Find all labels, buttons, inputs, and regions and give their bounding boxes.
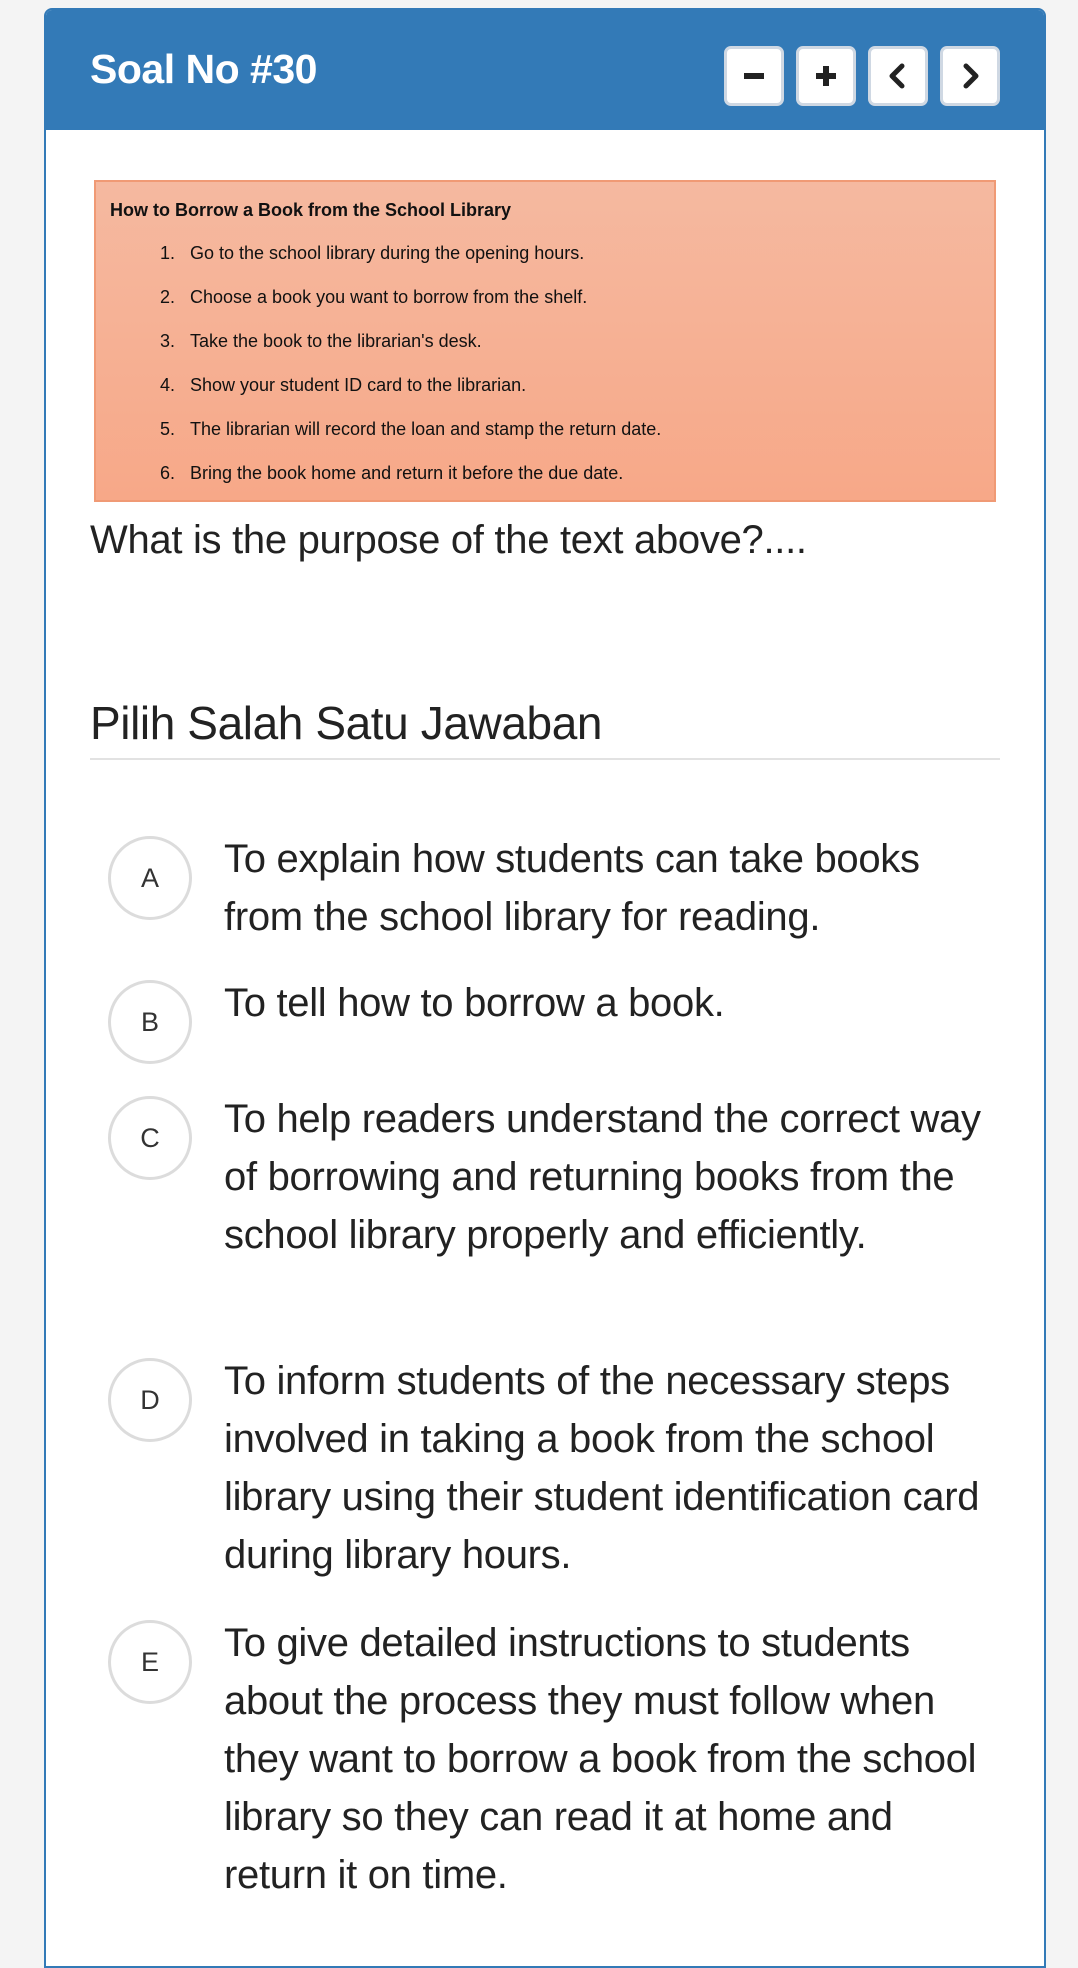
- question-panel: [44, 8, 1046, 1968]
- step-item: 2. Choose a book you want to borrow from the shelf.: [180, 275, 980, 319]
- step-item: 5. The librarian will record the loan and stamp the return date.: [180, 407, 980, 451]
- zoom-out-button[interactable]: [724, 46, 784, 106]
- option-d-text[interactable]: To inform students of the necessary steps involved in taking a book from the school library using their student identification card during library hours.: [224, 1359, 980, 1577]
- reading-title: How to Borrow a Book from the School Library: [110, 200, 512, 220]
- prev-button[interactable]: [868, 46, 928, 106]
- step-item: 3. Take the book to the librarian's desk.: [180, 319, 980, 363]
- step-item: 4. Show your student ID card to the librarian.: [180, 363, 980, 407]
- chevron-right-icon: [956, 62, 984, 90]
- option-e-radio[interactable]: E: [108, 1620, 192, 1704]
- nav-buttons: [724, 46, 1000, 106]
- next-button[interactable]: [940, 46, 1000, 106]
- option-d-radio[interactable]: D: [108, 1358, 192, 1442]
- option-c-text[interactable]: To help readers understand the correct way of borrowing and returning books from the school library properly and efficiently.: [224, 1097, 981, 1257]
- chevron-left-icon: [884, 62, 912, 90]
- option-a-radio[interactable]: A: [108, 836, 192, 920]
- option-e-text[interactable]: To give detailed instructions to students about the process they must follow when they want to borrow a book from the school library so they can read it at home and return it on time.: [224, 1621, 977, 1897]
- steps-list: [110, 231, 980, 495]
- step-item: 1. Go to the school library during the opening hours.: [180, 231, 980, 275]
- question-text: What is the purpose of the text above?....: [90, 518, 807, 562]
- reading-passage: [94, 180, 996, 502]
- plus-icon: [812, 62, 840, 90]
- option-c-radio[interactable]: C: [108, 1096, 192, 1180]
- answer-heading: Pilih Salah Satu Jawaban: [90, 696, 1000, 760]
- option-b-radio[interactable]: B: [108, 980, 192, 1064]
- minus-icon: [740, 62, 768, 90]
- question-number-title: Soal No #30: [90, 46, 317, 92]
- step-item: 6. Bring the book home and return it before the due date.: [180, 451, 980, 495]
- option-a-text[interactable]: To explain how students can take books from the school library for reading.: [224, 837, 920, 939]
- zoom-in-button[interactable]: [796, 46, 856, 106]
- option-b-text[interactable]: To tell how to borrow a book.: [224, 981, 725, 1025]
- panel-header: [46, 10, 1044, 130]
